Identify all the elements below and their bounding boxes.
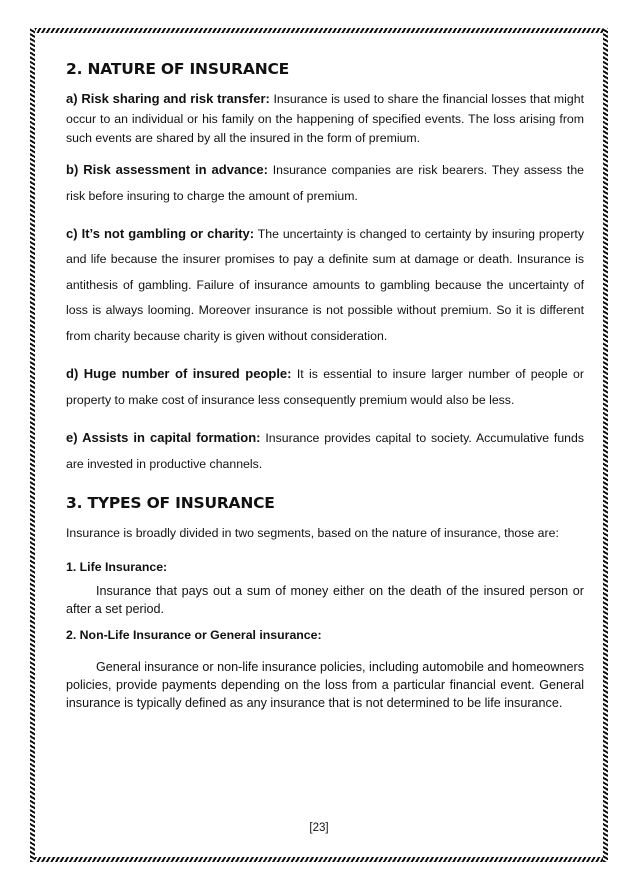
item-label: b) Risk assessment in advance: [66, 161, 268, 177]
item-risk-assessment [66, 157, 584, 209]
item-capital-formation [66, 425, 584, 477]
page-border-top [30, 28, 608, 33]
item-huge-number [66, 361, 584, 413]
section-2-heading: 2. NATURE OF INSURANCE [66, 60, 290, 78]
item-risk-sharing [66, 89, 584, 149]
item-text: Insurance provides capital to society. Accumulative funds are invested in productive channels. [66, 431, 585, 472]
life-insurance-heading: 1. Life Insurance: [66, 560, 168, 575]
item-not-gambling [66, 221, 584, 350]
item-text: It is essential to insure larger number of people or property to make cost of insurance less consequently premium would also be less. [66, 367, 584, 408]
item-text: The uncertainty is changed to certainty by insuring property and life because the insurer promises to pay a definite sum at damage or death. Insurance is antithesis of gambling. Failure of insurance amounts to gambling because the uncertainty of loss is always looming. Moreover insurance is not possible without premium. So it is different from charity because charity is given without consideration. [66, 226, 584, 343]
nonlife-insurance-heading: 2. Non-Life Insurance or General insurance: [66, 628, 322, 643]
types-intro: Insurance is broadly divided in two segments, based on the nature of insurance, those are: [66, 526, 559, 541]
life-insurance-text: Insurance that pays out a sum of money either on the death of the insured person or after a set period. [66, 584, 584, 617]
page-content [66, 56, 584, 712]
item-label: a) Risk sharing and risk transfer: [66, 91, 270, 106]
item-label: e) Assists in capital formation: [66, 430, 261, 446]
page-border-right [603, 28, 608, 862]
item-text: Insurance is used to share the financial losses that might occur to an individual or his family on the happening of specified events. The loss arising from such events are shared by all the insured in the form of premium. [66, 92, 584, 145]
page-border-left [30, 28, 35, 862]
item-label: d) Huge number of insured people: [66, 366, 292, 382]
page-number: [23] [309, 822, 329, 834]
item-label: c) It’s not gambling or charity: [66, 225, 255, 241]
nonlife-insurance-text: General insurance or non-life insurance policies, including automobile and homeowners policies, provide payments depending on the loss from a particular financial event. General insurance is typically defined as any insurance that is not determined to be life insurance. [66, 660, 584, 711]
item-text: Insurance companies are risk bearers. They assess the risk before insuring to charge the amount of premium. [66, 162, 584, 203]
section-3-heading: 3. TYPES OF INSURANCE [66, 494, 275, 513]
page-border-bottom [30, 857, 608, 862]
